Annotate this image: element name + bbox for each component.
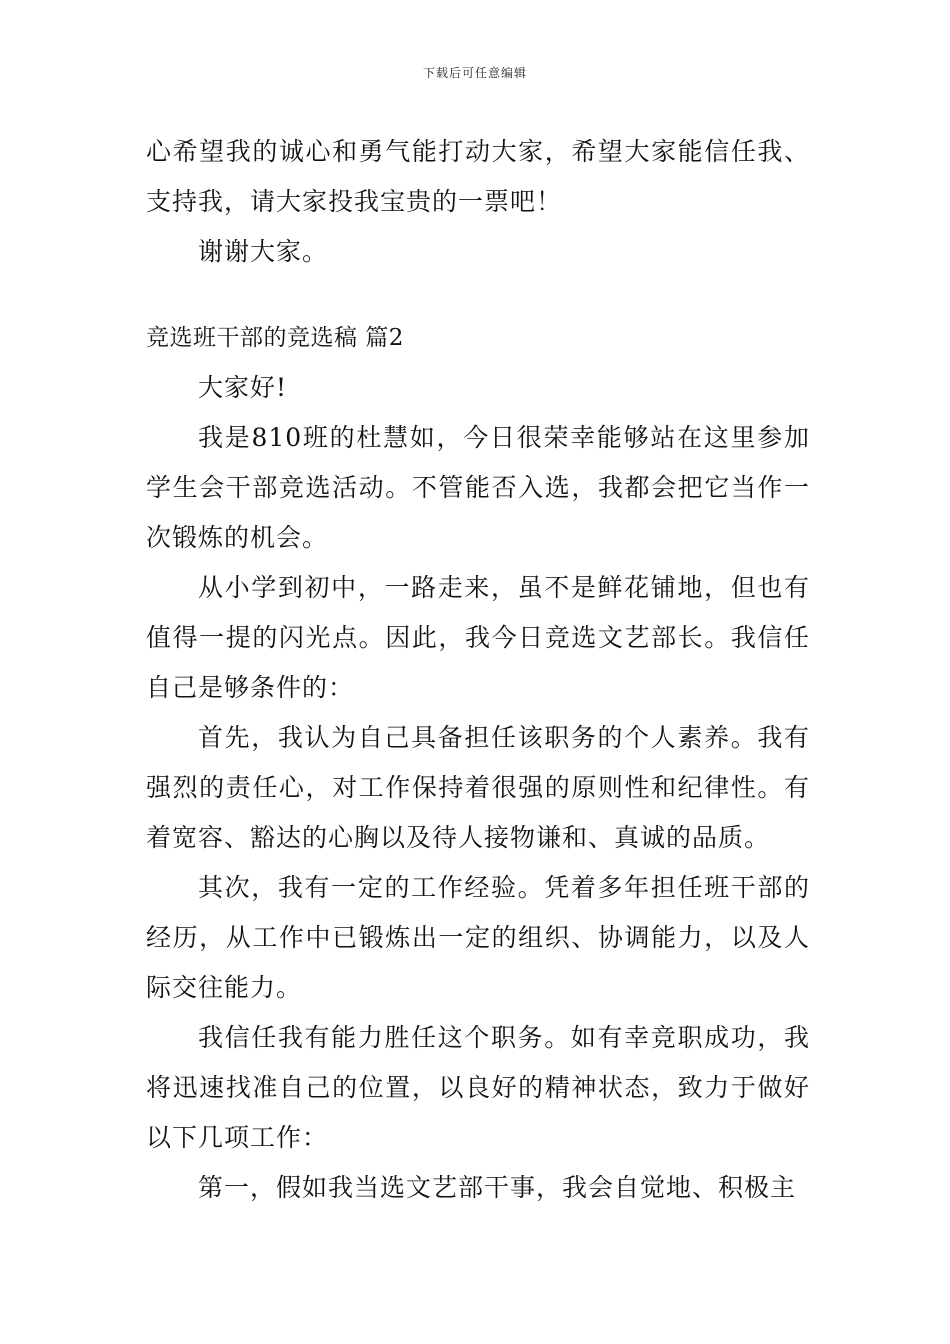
header-note: 下载后可任意编辑 [422,66,527,80]
paragraph-commitment: 我信任我有能力胜任这个职务。如有幸竞职成功，我将迅速找准自己的位置，以良好的精神状态，致力于做好以下几项工作： [146,1023,810,1152]
paragraph-greeting: 大家好! [198,373,288,402]
paragraph-thanks: 谢谢大家。 [198,237,329,266]
paragraph-first-task: 第一，假如我当选文艺部干事，我会自觉地、积极主 [198,1173,797,1202]
paragraph-intro: 我是810班的杜慧如，今日很荣幸能够站在这里参加学生会干部竞选活动。不管能否入选，我都会把它当作一次锻炼的机会。 [146,423,810,552]
paragraph-background: 从小学到初中，一路走来，虽不是鲜花铺地，但也有值得一提的闪光点。因此，我今日竞选文艺部长。我信任自己是够条件的： [146,573,810,702]
paragraph-continuation: 心希望我的诚心和勇气能打动大家，希望大家能信任我、支持我，请大家投我宝贵的一票吧！ [146,137,810,216]
section-heading: 竞选班干部的竞选稿 篇2 [146,325,404,351]
paragraph-first-reason: 首先，我认为自己具备担任该职务的个人素养。我有强烈的责任心，对工作保持着很强的原则性和纪律性。有着宽容、豁达的心胸以及待人接物谦和、真诚的品质。 [146,723,810,852]
document-body [146,127,810,1213]
paragraph-second-reason: 其次，我有一定的工作经验。凭着多年担任班干部的经历，从工作中已锻炼出一定的组织、协调能力，以及人际交往能力。 [146,873,810,1002]
